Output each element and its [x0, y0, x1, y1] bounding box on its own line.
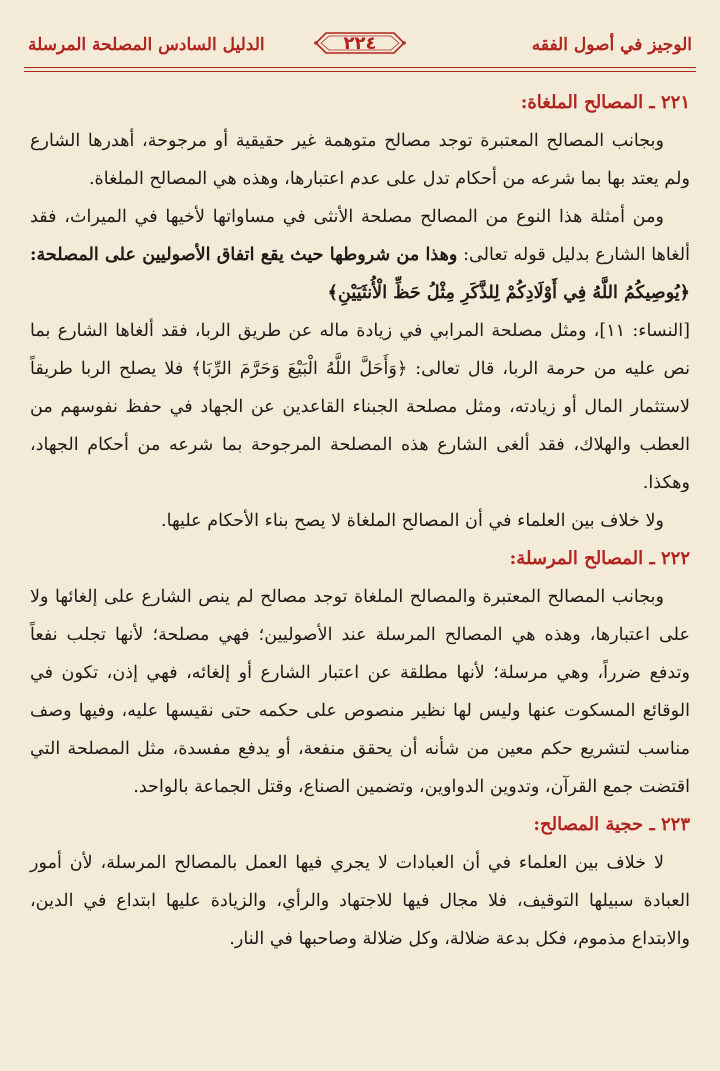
- header-rule-thin: [24, 71, 696, 72]
- section-heading: ٢٢٣ ـ حجية المصالح:: [533, 814, 690, 835]
- page-number-ornament: [312, 28, 408, 58]
- paragraph: [النساء: ١١]، ومثل مصلحة المرابي في زيادة ماله عن طريق الربا، فقد ألغاها الشارع بما نص عليه من حرمة الربا، قال تعالى: ﴿وَأَحَلَّ اللَّهُ الْبَيْعَ وَحَرَّمَ الرِّبَا﴾ فلا يصلح الربا طريقاً لاستثمار المال أو زيادته، ومثل مصلحة الجبناء القاعدين عن الجهاد في حفظ نفوسهم من العطب والهلاك، فقد ألغى الشارع هذه المصلحة المرجوحة بما شرعه من أحكام الجهاد، وهكذا.: [30, 321, 690, 493]
- book-title: الوجيز في أصول الفقه: [531, 35, 692, 55]
- paragraph: [30, 198, 690, 312]
- chapter-title: الدليل السادس المصلحة المرسلة: [28, 35, 265, 55]
- section-heading: ٢٢١ ـ المصالح الملغاة:: [520, 92, 690, 113]
- paragraph: ولا خلاف بين العلماء في أن المصالح الملغاة لا يصح بناء الأحكام عليها.: [160, 511, 664, 531]
- page-number: ٢٢٤: [343, 32, 377, 54]
- section-223: [30, 806, 690, 958]
- paragraph: وبجانب المصالح المعتبرة والمصالح الملغاة توجد مصالح لم ينص الشارع على إلغائها ولا على اعتبارها، وهذه هي المصالح المرسلة عند الأصوليين؛ فهي مصلحة؛ لأنها تجلب نفعاً وتدفع ضرراً، وهي مرسلة؛ لأنها مطلقة عن اعتبار الشارع أو إلغائه، فهي إذن، تكون في الوقائع المسكوت عنها وليس لها نظير منصوص على حكمه حتى نقيسها عليه، وفيها وصف مناسب لتشريع حكم معين من شأنه أن يحقق منفعة، أو يدفع مفسدة، مثل المصلحة التي اقتضت جمع القرآن، وتدوين الدواوين، وتضمين الصناع، وقتل الجماعة بالواحد.: [30, 587, 690, 797]
- quran-verse: وهذا من شروطها حيث يقع اتفاق الأصوليين على المصلحة: ﴿يُوصِيكُمُ اللَّهُ فِي أَوْلَادِكُمْ لِلذَّكَرِ مِثْلُ حَظِّ الْأُنثَيَيْنِ﴾: [30, 244, 690, 303]
- page-body: [30, 84, 690, 958]
- paragraph-text: ومن أمثلة هذا النوع من المصالح مصلحة الأنثى في مساواتها لأخيها في الميراث، فقد ألغاها الشارع بدليل قوله تعالى:: [30, 207, 691, 265]
- paragraph: لا خلاف بين العلماء في أن العبادات لا يجري فيها العمل بالمصالح المرسلة، لأن أمور العبادة سبيلها التوقيف، فلا مجال فيها للاجتهاد والرأي، والزيادة عليها ابتداع في الدين، والابتداع مذموم، فكل بدعة ضلالة، وكل ضلالة وصاحبها في النار.: [30, 853, 690, 949]
- section-heading: ٢٢٢ ـ المصالح المرسلة:: [509, 548, 690, 569]
- section-222: [30, 540, 690, 806]
- section-221: [30, 84, 690, 540]
- page-header: [28, 28, 692, 62]
- header-rule: [24, 67, 696, 68]
- paragraph: وبجانب المصالح المعتبرة توجد مصالح متوهمة غير حقيقية أو مرجوحة، أهدرها الشارع ولم يعتد بها بما شرعه من أحكام تدل على عدم اعتبارها، وهذه هي المصالح الملغاة.: [30, 131, 690, 189]
